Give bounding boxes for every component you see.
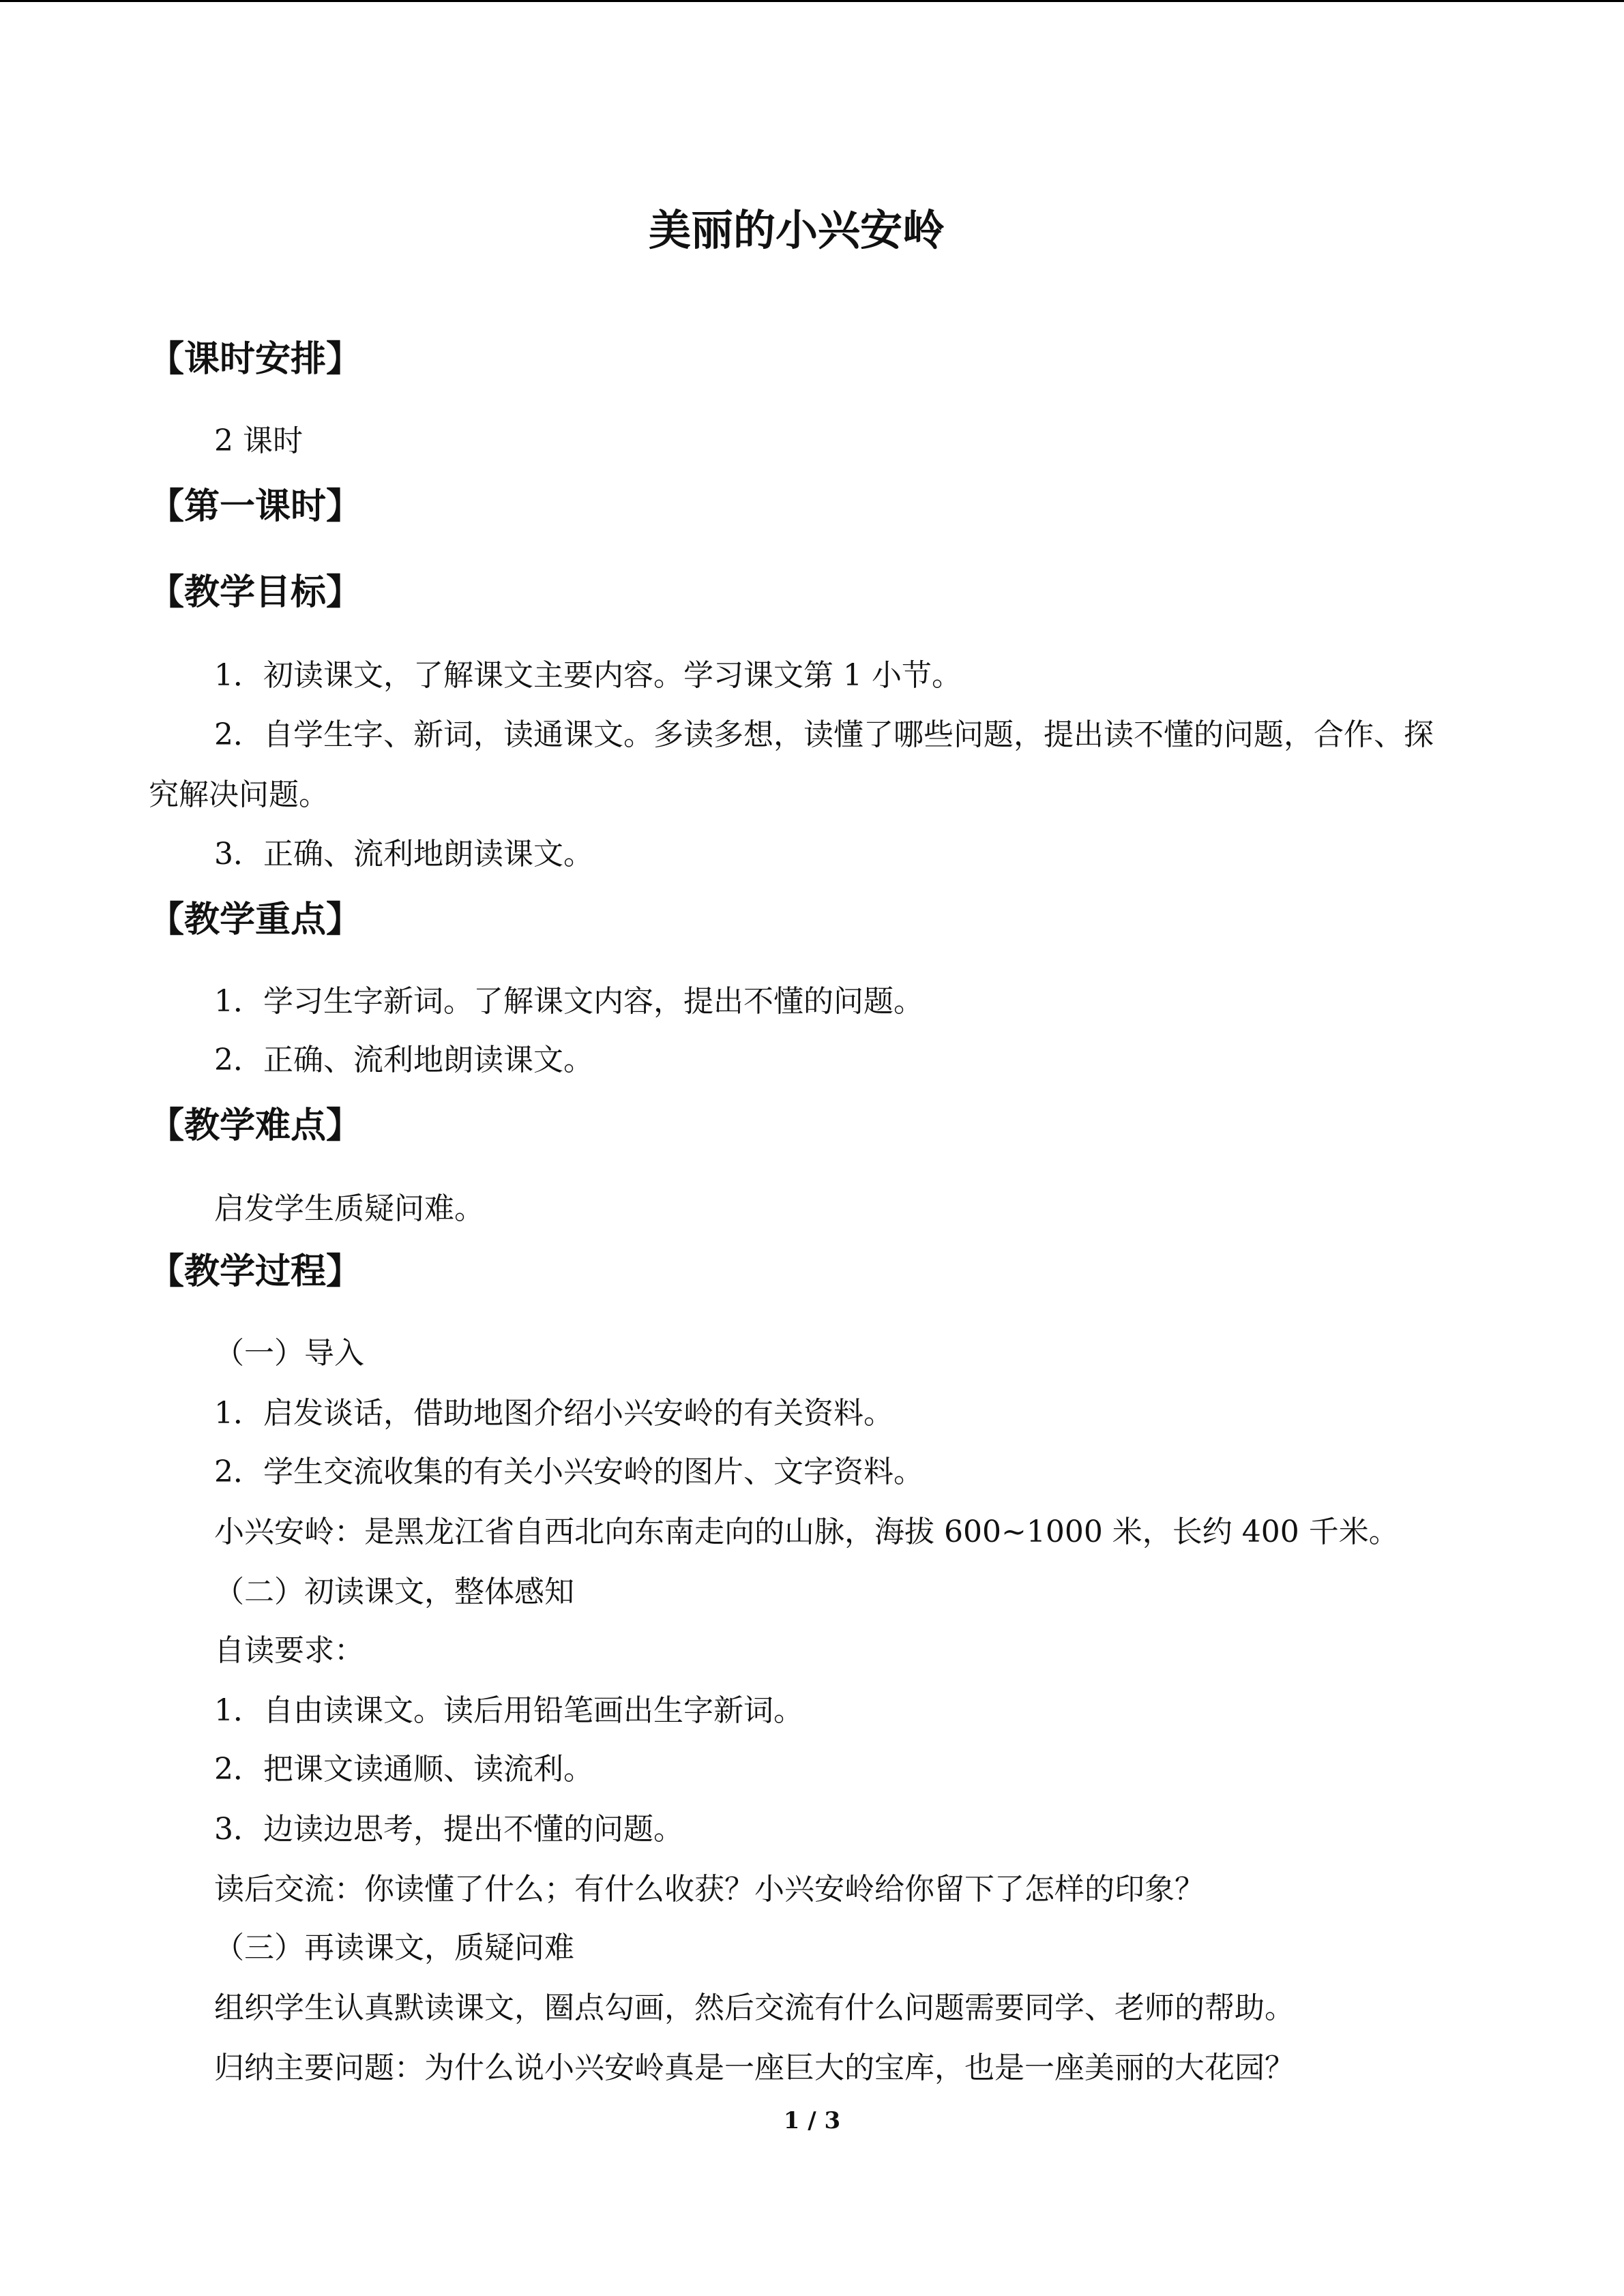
process-line: 1．自由读课文。读后用铅笔画出生字新词。 (214, 1693, 803, 1728)
process-line: 读后交流：你读懂了什么；有什么收获？小兴安岭给你留下了怎样的印象？ (214, 1872, 1205, 1907)
process-line: 归纳主要问题：为什么说小兴安岭真是一座巨大的宝库，也是一座美丽的大花园？ (214, 2051, 1295, 2085)
process-line: 小兴安岭：是黑龙江省自西北向东南走向的山脉，海拔 600~1000 米，长约 400 千米。 (214, 1515, 1399, 1549)
process-line: （一）导入 (214, 1336, 364, 1371)
heading-key-points: 【教学重点】 (149, 899, 362, 940)
heading-schedule: 【课时安排】 (149, 339, 362, 380)
process-line: 1．启发谈话，借助地图介绍小兴安岭的有关资料。 (214, 1396, 894, 1431)
process-line: 2．把课文读通顺、读流利。 (214, 1752, 593, 1787)
goal-item-1: 1．初读课文，了解课文主要内容。学习课文第 1 小节。 (214, 658, 962, 693)
heading-difficulty: 【教学难点】 (149, 1105, 362, 1146)
page-number: 1 / 3 (783, 2107, 841, 2134)
goal-item-2: 2．自学生字、新词，读通课文。多读多想，读懂了哪些问题，提出读不懂的问题，合作、探究解决问题。 (149, 717, 1434, 812)
process-line: 自读要求： (214, 1633, 364, 1668)
key-item-1: 1．学习生字新词。了解课文内容，提出不懂的问题。 (214, 984, 924, 1019)
heading-process: 【教学过程】 (149, 1251, 362, 1292)
heading-goals: 【教学目标】 (149, 572, 362, 613)
process-line: （三）再读课文，质疑问难 (214, 1930, 574, 1965)
top-border-line (0, 0, 1624, 2)
heading-lesson1: 【第一课时】 (149, 486, 362, 527)
goal-item-3: 3．正确、流利地朗读课文。 (214, 837, 593, 871)
key-item-2: 2．正确、流利地朗读课文。 (214, 1043, 593, 1077)
process-line: 3．边读边思考，提出不懂的问题。 (214, 1812, 683, 1847)
document-title: 美丽的小兴安岭 (648, 205, 945, 255)
process-line: 2．学生交流收集的有关小兴安岭的图片、文字资料。 (214, 1455, 924, 1489)
difficulty-text: 启发学生质疑问难。 (214, 1191, 484, 1226)
process-line: （二）初读课文，整体感知 (214, 1575, 574, 1609)
process-line: 组织学生认真默读课文，圈点勾画，然后交流有什么问题需要同学、老师的帮助。 (214, 1991, 1295, 2025)
schedule-text: 2 课时 (214, 423, 303, 458)
